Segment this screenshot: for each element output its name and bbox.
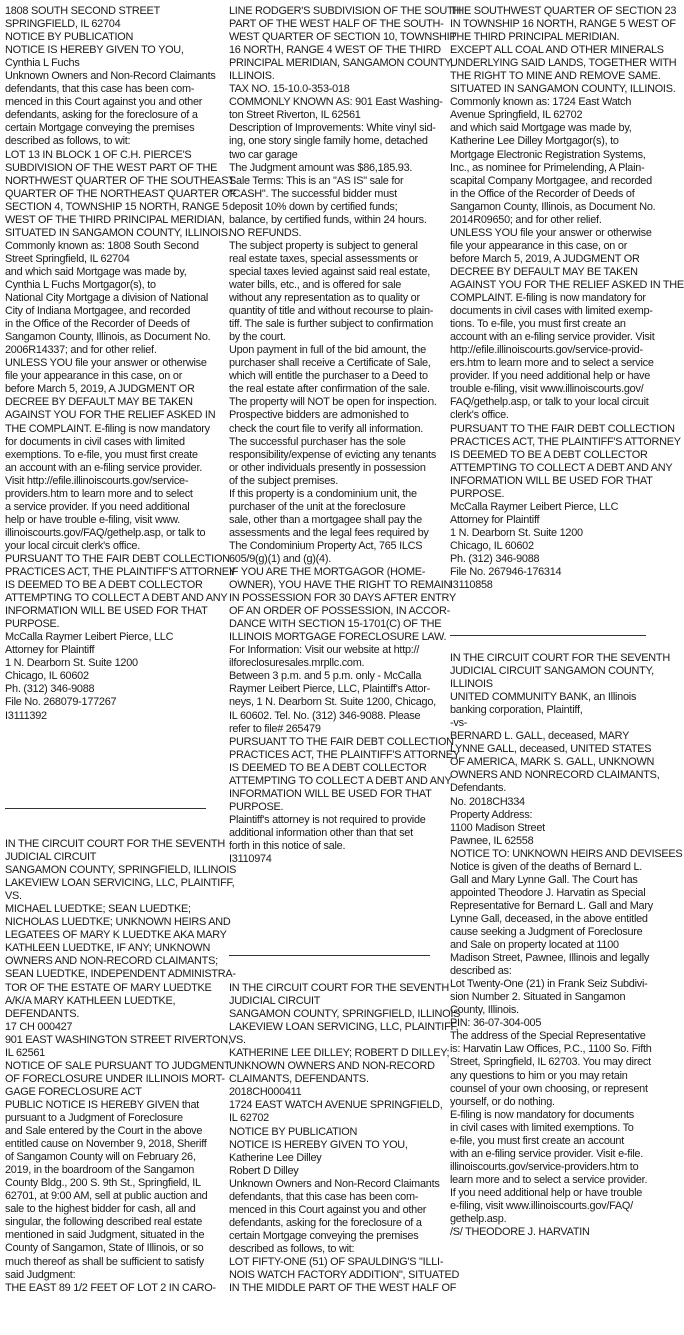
notice-text-line: without any representation as to quality or xyxy=(229,292,420,305)
notice-text-line: assessments and the legal fees required by xyxy=(229,526,429,539)
notice-text-line: 62701, at 9:00 AM, sell at public auction and xyxy=(5,1190,208,1203)
notice-text-line: THE RIGHT TO MINE AND REMOVE SAME. xyxy=(450,70,661,83)
notice-text-line: a service provider. If you need additional xyxy=(5,500,190,513)
notice-text-line: PIN: 36-07-304-005 xyxy=(450,1017,542,1030)
notice-text-line: -vs- xyxy=(450,717,468,730)
notice-text-line: PRACTICES ACT, THE PLAINTIFF'S ATTORNEY xyxy=(5,566,236,579)
notice-text-line: and Sale on property located at 1100 xyxy=(450,939,619,952)
notice-text-line: 1724 EAST WATCH AVENUE SPRINGFIELD, xyxy=(229,1099,443,1112)
notice-text-line: NOIS WATCH FACTORY ADDITION", SITUATED xyxy=(229,1269,460,1282)
notice-text-line: SANGAMON COUNTY, SPRINGFIELD, ILLINOIS xyxy=(5,864,237,877)
notice-text-line: PURSUANT TO THE FAIR DEBT COLLECTION xyxy=(5,552,230,565)
notice-text-line: County of Sangamon, State of Illinois, or so xyxy=(5,1242,204,1255)
notice-text-line: VS. xyxy=(5,890,22,903)
notice-text-line: Street Springfield, IL 62704 xyxy=(5,252,130,265)
notice-text-line: NOTICE BY PUBLICATION xyxy=(229,1125,358,1138)
notice-text-line: or other individuals presently in possession xyxy=(229,461,426,474)
notice-text-line: VS. xyxy=(229,1034,246,1047)
notice-text-line: NORTHWEST QUARTER OF THE SOUTHEAST xyxy=(5,174,235,187)
notice-text-line: much thereof as shall be sufficient to satisfy xyxy=(5,1255,204,1268)
notice-block xyxy=(450,5,684,592)
notice-text-line: your local circuit clerk's office. xyxy=(5,539,141,552)
notice-text-line: Lynne Gall, deceased, in the above entitled xyxy=(450,912,648,925)
notice-block xyxy=(450,652,683,1239)
notice-text-line: No. 2018CH334 xyxy=(450,795,525,808)
notice-text-line: McCalla Raymer Leibert Pierce, LLC xyxy=(5,631,174,644)
notice-text-line: JUDICIAL CIRCUIT xyxy=(5,851,97,864)
notice-text-line: IN THE CIRCUIT COURT FOR THE SEVENTH xyxy=(5,838,225,850)
notice-text-line: UNLESS YOU file your answer or otherwise xyxy=(5,357,207,370)
notice-text-line: MICHAEL LUEDTKE; SEAN LUEDTKE; xyxy=(5,903,191,916)
notice-text-line: additional information other than that set xyxy=(229,826,413,839)
notice-text-line: County Bldg., 200 S. 9th St., Springfield, IL xyxy=(5,1177,201,1190)
notice-text-line: LAKEVIEW LOAN SERVICING, LLC, PLAINTIFF, xyxy=(229,1021,459,1034)
notice-text-line: before March 5, 2019, A JUDGMENT OR xyxy=(5,383,195,396)
notice-text-line: described as follows, to wit: xyxy=(5,135,131,148)
notice-text-line: e-file, you must first create an account xyxy=(450,1134,625,1147)
notice-text-line: 1808 SOUTH SECOND STREET xyxy=(5,5,160,17)
notice-text-line: two car garage xyxy=(229,148,298,161)
notice-text-line: quantity of title and without recourse to plain- xyxy=(229,305,434,318)
notice-text-line: Prospective bidders are admonished to xyxy=(229,409,409,422)
notice-text-line: UNKNOWN OWNERS AND NON-RECORD xyxy=(229,1060,435,1073)
notice-text-line: pursuant to a Judgment of Foreclosure xyxy=(5,1111,183,1124)
notice-text-line: IN THE CIRCUIT COURT FOR THE SEVENTH xyxy=(450,652,670,664)
notice-text-line: Chicago, IL 60602 xyxy=(5,670,89,683)
notice-text-line: singular, the following described real estate xyxy=(5,1216,203,1229)
notice-text-line: 901 EAST WASHINGTON STREET RIVERTON, xyxy=(5,1033,231,1046)
notice-block xyxy=(5,5,237,723)
notice-text-line: help or have trouble e-filing, visit www. xyxy=(5,513,180,526)
notice-text-line: SITUATED IN SANGAMON COUNTY, ILLINOIS. xyxy=(5,226,231,239)
notice-text-line: an account with an e-filing service provider. xyxy=(5,461,202,474)
notice-text-line: purchaser shall receive a Certificate of Sale, xyxy=(229,357,431,370)
notice-text-line: illinoiscourts.gov/FAQ/gethelp.asp, or talk to xyxy=(5,526,206,539)
notice-text-line: 1 N. Dearborn St. Suite 1200 xyxy=(5,657,138,670)
notice-text-line: ATTEMPTING TO COLLECT A DEBT AND ANY xyxy=(5,592,228,605)
notice-text-line: any questions to him or you may retain xyxy=(450,1069,628,1082)
notice-text-line: TAX NO. 15-10.0-353-018 xyxy=(229,83,350,96)
notice-text-line: NOTICE IS HEREBY GIVEN TO YOU, xyxy=(229,1138,408,1151)
notice-text-line: File No. 267946-176314 xyxy=(450,566,562,579)
notice-text-line: THE SOUTHWEST QUARTER OF SECTION 23 xyxy=(450,5,677,17)
notice-text-line: with an e-filing service provider. Visit e-file. xyxy=(450,1147,643,1160)
notice-text-line: JUDICIAL CIRCUIT SANGAMON COUNTY, xyxy=(450,665,654,678)
notice-text-line: For Information: Visit our website at http:// xyxy=(229,644,420,657)
notice-text-line: NOTICE IS HEREBY GIVEN TO YOU, xyxy=(5,44,184,57)
notice-text-line: PURPOSE. xyxy=(450,487,505,500)
notice-text-line: Street, Springfield, IL 62703. You may direct xyxy=(450,1056,651,1069)
notice-text-line: PURPOSE. xyxy=(229,800,284,813)
notice-text-line: The Condominium Property Act, 765 ILCS xyxy=(229,539,423,552)
notice-text-line: Ph. (312) 346-9088 xyxy=(450,552,540,565)
notice-text-line: City of Indiana Mortgagee, and recorded xyxy=(5,305,191,318)
notice-text-line: sale to the highest bidder for cash, all and xyxy=(5,1203,196,1216)
notice-text-line: providers.htm to learn more and to select xyxy=(5,487,193,500)
notice-text-line: The address of the Special Representative xyxy=(450,1030,646,1043)
notice-text-line: real estate taxes, special assessments or xyxy=(229,252,418,265)
notice-text-line: Defendants. xyxy=(450,782,506,795)
notice-text-line: COMMONLY KNOWN AS: 901 East Washing- xyxy=(229,96,443,109)
notice-text-line: ATTEMPTING TO COLLECT A DEBT AND ANY xyxy=(450,461,673,474)
notice-text-line: DANCE WITH SECTION 15-1701(C) OF THE xyxy=(229,618,442,631)
notice-text-line: Property Address: xyxy=(450,808,533,821)
notice-text-line: SITUATED IN SANGAMON COUNTY, ILLINOIS. xyxy=(450,83,676,96)
notice-text-line: in civil cases with limited exemptions. To xyxy=(450,1121,634,1134)
notice-text-line: ers.htm to learn more and to select a service xyxy=(450,357,654,370)
notice-text-line: illinoiscourts.gov/service-providers.htm to xyxy=(450,1160,639,1173)
notice-text-line: Upon payment in full of the bid amount, the xyxy=(229,344,426,357)
notice-text-line: AGAINST YOU FOR THE RELIEF ASKED IN THE xyxy=(450,278,684,291)
notice-text-line: which will entitle the purchaser to a Deed to xyxy=(229,370,428,383)
notice-text-line: file your appearance in this case, on or xyxy=(450,239,628,252)
notice-text-line: certain Mortgage conveying the premises xyxy=(5,122,195,135)
notice-text-line: NOTICE BY PUBLICATION xyxy=(5,31,134,44)
notice-text-line: THE COMPLAINT. E-filing is now mandatory xyxy=(5,422,210,435)
notice-text-line: JUDICIAL CIRCUIT xyxy=(229,995,321,1008)
notice-text-line: Pawnee, IL 62558 xyxy=(450,834,534,847)
notice-text-line: ATTEMPTING TO COLLECT A DEBT AND ANY xyxy=(229,774,452,787)
notice-text-line: learn more and to select a service provider. xyxy=(450,1173,648,1186)
notice-text-line: Unknown Owners and Non-Record Claimants xyxy=(5,70,216,83)
notice-text-line: Mortgage Electronic Registration Systems, xyxy=(450,148,646,161)
notice-text-line: documents in civil cases with limited exemp- xyxy=(450,305,653,318)
notice-text-line: OF FORECLOSURE UNDER ILLINOIS MORT- xyxy=(5,1072,225,1085)
notice-text-line: scapital Company Mortgagee, and recorded xyxy=(450,174,652,187)
notice-text-line: Description of Improvements: White vinyl sid- xyxy=(229,122,436,135)
notice-text-line: by the court. xyxy=(229,331,286,344)
notice-text-line: I3110974 xyxy=(229,853,272,866)
notice-text-line: QUARTER OF THE NORTHEAST QUARTER OF xyxy=(5,187,237,200)
notice-text-line: IN POSSESSION FOR 30 DAYS AFTER ENTRY xyxy=(229,592,456,605)
notice-text-line: IS DEEMED TO BE A DEBT COLLECTOR xyxy=(229,761,427,774)
notice-text-line: If this property is a condominium unit, the xyxy=(229,487,417,500)
notice-text-line: INFORMATION WILL BE USED FOR THAT xyxy=(450,474,653,487)
notice-text-line: 2014R09650; and for other relief. xyxy=(450,213,602,226)
notice-text-line: in the Office of the Recorder of Deeds of xyxy=(5,318,190,331)
notice-text-line: menced in this Court against you and other xyxy=(5,96,203,109)
notice-text-line: yourself, or do nothing. xyxy=(450,1095,555,1108)
notice-text-line: described as: xyxy=(450,965,512,978)
notice-text-line: 2006R14337; and for other relief. xyxy=(5,344,157,357)
notice-text-line: PART OF THE WEST HALF OF THE SOUTH- xyxy=(229,18,444,31)
notice-text-line: National City Mortgage a division of National xyxy=(5,292,209,305)
notice-text-line: neys, 1 N. Dearborn St. Suite 1200, Chicago, xyxy=(229,696,436,709)
notice-text-line: SUBDIVISION OF THE WEST PART OF THE xyxy=(5,161,218,174)
notice-text-line: gethelp.asp. xyxy=(450,1213,507,1226)
notice-text-line: and which said Mortgage was made by, xyxy=(450,122,632,135)
notice-text-line: NOTICE TO: UNKNOWN HEIRS AND DEVISEES xyxy=(450,847,683,860)
notice-text-line: PURPOSE. xyxy=(5,618,60,631)
notice-text-line: Avenue Springfield, IL 62702 xyxy=(450,109,583,122)
notice-text-line: EXCEPT ALL COAL AND OTHER MINERALS xyxy=(450,44,664,57)
notice-text-line: PURSUANT TO THE FAIR DEBT COLLECTION xyxy=(450,422,675,435)
notice-text-line: Sale Terms: This is an "AS IS" sale for xyxy=(229,174,404,187)
notice-text-line: of the subject premises. xyxy=(229,474,339,487)
notice-text-line: KATHERINE LEE DILLEY; ROBERT D DILLEY; xyxy=(229,1047,450,1060)
notice-text-line: WEST OF THE THIRD PRINCIPAL MERIDIAN, xyxy=(5,213,225,226)
notice-text-line: I3111392 xyxy=(5,709,47,722)
notice-text-line: Sangamon County, Illinois, as Document No. xyxy=(450,200,656,213)
notice-text-line: UNITED COMMUNITY BANK, an Illinois xyxy=(450,691,637,704)
notice-text-line: FAQ/gethelp.asp, or talk to your local circuit xyxy=(450,396,649,409)
notice-text-line: counsel of your own choosing, or represent xyxy=(450,1082,648,1095)
notice-text-line: IN THE MIDDLE PART OF THE WEST HALF OF xyxy=(229,1282,457,1295)
notice-text-line: banking corporation, Plaintiff, xyxy=(450,704,583,717)
notice-text-line: DECREE BY DEFAULT MAY BE TAKEN xyxy=(5,396,193,409)
notice-text-line: The successful purchaser has the sole xyxy=(229,435,406,448)
notice-text-line: UNLESS YOU file your answer or otherwise xyxy=(450,226,652,239)
notice-text-line: tiff. The sale is further subject to confirmation xyxy=(229,318,434,331)
notice-text-line: Attorney for Plaintiff xyxy=(450,513,540,526)
notice-text-line: Notice is given of the deaths of Bernard L. xyxy=(450,860,643,873)
notice-text-line: and which said Mortgage was made by, xyxy=(5,265,187,278)
notice-text-line: http://efile.illinoiscourts.gov/service-provid- xyxy=(450,344,643,357)
notice-text-line: ILLINOIS. xyxy=(229,70,275,83)
notice-text-line: PUBLIC NOTICE IS HEREBY GIVEN that xyxy=(5,1098,200,1111)
notice-text-line: INFORMATION WILL BE USED FOR THAT xyxy=(229,787,432,800)
notice-text-line: BERNARD L. GALL, deceased, MARY xyxy=(450,730,630,743)
notice-text-line: NICHOLAS LUEDTKE; UNKNOWN HEIRS AND xyxy=(5,916,231,929)
notice-text-line: before March 5, 2019, A JUDGMENT OR xyxy=(450,252,640,265)
notice-block xyxy=(5,838,237,1295)
notice-text-line: certain Mortgage conveying the premises xyxy=(229,1229,419,1242)
notice-divider xyxy=(450,635,646,636)
notice-text-line: said Judgment: xyxy=(5,1268,76,1281)
notice-text-line: account with an e-filing service provider. Visit xyxy=(450,331,655,344)
notice-text-line: IL 60602. Tel. No. (312) 346-9088. Please xyxy=(229,709,421,722)
notice-text-line: 17 CH 000427 xyxy=(5,1020,73,1033)
notice-text-line: Visit http://efile.illinoiscourts.gov/service- xyxy=(5,474,189,487)
notice-text-line: THE THIRD PRINCIPAL MERIDIAN. xyxy=(450,31,620,44)
notice-text-line: defendants, asking for the foreclosure of a xyxy=(229,1216,422,1229)
notice-text-line: defendants, asking for the foreclosure of a xyxy=(5,109,198,122)
notice-text-line: The subject property is subject to general xyxy=(229,239,418,252)
notice-text-line: INFORMATION WILL BE USED FOR THAT xyxy=(5,605,208,618)
notice-text-line: THE EAST 89 1/2 FEET OF LOT 2 IN CARO- xyxy=(5,1281,216,1294)
notice-text-line: IL 62561 xyxy=(5,1046,45,1059)
notice-text-line: TOR OF THE ESTATE OF MARY LUEDTKE xyxy=(5,981,212,994)
notice-text-line: Commonly known as: 1724 East Watch xyxy=(450,96,632,109)
notice-text-line: File No. 268079-177267 xyxy=(5,696,117,709)
notice-text-line: Commonly known as: 1808 South Second xyxy=(5,239,199,252)
notice-text-line: I3110858 xyxy=(450,579,493,592)
notice-text-line: "CASH". The successful bidder must xyxy=(229,187,397,200)
notice-text-line: SPRINGFIELD, IL 62704 xyxy=(5,18,121,31)
notice-text-line: is: Harvatin Law Offices, P.C., 1100 So. Fifth xyxy=(450,1043,652,1056)
notice-text-line: OF AN ORDER OF POSSESSION, IN ACCOR- xyxy=(229,605,450,618)
notice-text-line: AGAINST YOU FOR THE RELIEF ASKED IN xyxy=(5,409,216,422)
notice-text-line: OF AMERICA, MARK S. GALL, UNKNOWN xyxy=(450,756,655,769)
notice-text-line: LAKEVIEW LOAN SERVICING, LLC, PLAINTIFF, xyxy=(5,877,235,890)
notice-text-line: responsibility/expense of evicting any tenants xyxy=(229,448,437,461)
notice-text-line: 605/9(g)(1) and (g)(4). xyxy=(229,552,331,565)
notice-text-line: PURSUANT TO THE FAIR DEBT COLLECTION xyxy=(229,735,454,748)
notice-text-line: GAGE FORECLOSURE ACT xyxy=(5,1085,142,1098)
notice-text-line: IN THE CIRCUIT COURT FOR THE SEVENTH xyxy=(229,982,449,994)
notice-text-line: McCalla Raymer Leibert Pierce, LLC xyxy=(450,500,619,513)
notice-text-line: Unknown Owners and Non-Record Claimants xyxy=(229,1177,440,1190)
notice-text-line: ILLINOIS xyxy=(450,678,493,691)
notice-text-line: sale, other than a mortgagee shall pay the xyxy=(229,513,422,526)
notice-text-line: balance, by certified funds, within 24 hours. xyxy=(229,213,427,226)
notice-text-line: Ph. (312) 346-9088 xyxy=(5,683,95,696)
notice-text-line: SEAN LUEDTKE, INDEPENDENT ADMINISTRA- xyxy=(5,968,236,981)
notice-text-line: for documents in civil cases with limited xyxy=(5,435,185,448)
notice-text-line: appointed Theodore J. Harvatin as Special xyxy=(450,886,646,899)
notice-text-line: WEST QUARTER OF SECTION 10, TOWNSHIP xyxy=(229,31,457,44)
notice-text-line: of Sangamon County will on February 26, xyxy=(5,1151,196,1164)
notice-text-line: IS DEEMED TO BE A DEBT COLLECTOR xyxy=(5,579,203,592)
notice-text-line: CLAIMANTS, DEFENDANTS. xyxy=(229,1073,369,1086)
notice-text-line: UNDERLYING SAID LANDS, TOGETHER WITH xyxy=(450,57,677,70)
notice-text-line: Robert D Dilley xyxy=(229,1164,299,1177)
notice-text-line: PRACTICES ACT, THE PLAINTIFF'S ATTORNEY xyxy=(229,748,460,761)
notice-text-line: special taxes levied against said real estate, xyxy=(229,265,430,278)
notice-text-line: KATHLEEN LUEDTKE, IF ANY; UNKNOWN xyxy=(5,942,211,955)
notice-text-line: Katherine Lee Dilley xyxy=(229,1151,322,1164)
notice-text-line: exemptions. To e-file, you must first create xyxy=(5,448,198,461)
notice-text-line: 2018CH000411 xyxy=(229,1086,302,1099)
notice-text-line: OWNER), YOU HAVE THE RIGHT TO REMAIN xyxy=(229,579,452,592)
notice-text-line: 1 N. Dearborn St. Suite 1200 xyxy=(450,526,583,539)
notice-text-line: the real estate after confirmation of the sale. xyxy=(229,383,430,396)
notice-text-line: file your appearance in this case, on or xyxy=(5,370,183,383)
notice-text-line: Madison Street, Pawnee, Illinois and legally xyxy=(450,952,650,965)
notice-text-line: e-filing, visit www.illinoiscourts.gov/FAQ/ xyxy=(450,1199,633,1212)
notice-text-line: forth in this notice of sale. xyxy=(229,840,346,852)
notice-text-line: provider. If you need additional help or have xyxy=(450,370,651,383)
notice-text-line: A/K/A MARY KATHLEEN LUEDTKE, xyxy=(5,994,176,1007)
notice-text-line: ilforeclosuresales.mrpllc.com. xyxy=(229,657,365,670)
notice-text-line: The property will NOT be open for inspection. xyxy=(229,396,437,409)
notice-text-line: 1100 Madison Street xyxy=(450,821,545,834)
notice-divider xyxy=(5,808,206,809)
notice-text-line: menced in this Court against you and other xyxy=(229,1203,427,1216)
notice-text-line: defendants, that this case has been com- xyxy=(229,1190,419,1203)
notice-text-line: Gall and Mary Lynne Gall. The Court has xyxy=(450,873,638,886)
notice-text-line: refer to file# 265479 xyxy=(229,722,321,735)
notice-text-line: PRINCIPAL MERIDIAN, SANGAMON COUNTY, xyxy=(229,57,453,70)
notice-text-line: OWNERS AND NON-RECORD CLAIMANTS; xyxy=(5,955,218,968)
notice-block xyxy=(229,982,461,1295)
notice-text-line: LEGATEES OF MARY K LUEDTKE AKA MARY xyxy=(5,929,227,942)
notice-text-line: OWNERS AND NONRECORD CLAIMANTS, xyxy=(450,769,660,782)
notice-text-line: trouble e-filing, visit www.illinoiscourts.gov/ xyxy=(450,383,644,396)
notice-text-line: cause seeking a Judgment of Foreclosure xyxy=(450,925,643,938)
notice-text-line: LOT FIFTY-ONE (51) OF SPAULDING'S "ILLI- xyxy=(229,1255,444,1268)
notice-text-line: tions. To e-file, you must first create an xyxy=(450,318,626,331)
notice-text-line: LYNNE GALL, deceased, UNITED STATES xyxy=(450,743,652,756)
notice-text-line: deposit 10% down by certified funds; xyxy=(229,200,398,213)
notice-text-line: LINE RODGER'S SUBDIVISION OF THE SOUTH xyxy=(229,5,462,17)
notice-text-line: Lot Twenty-One (21) in Frank Seiz Subdivi- xyxy=(450,978,648,991)
notice-text-line: PRACTICES ACT, THE PLAINTIFF'S ATTORNEY xyxy=(450,435,681,448)
notice-text-line: COMPLAINT. E-filing is now mandatory for xyxy=(450,292,646,305)
notice-text-line: E-filing is now mandatory for documents xyxy=(450,1108,634,1121)
notice-text-line: Chicago, IL 60602 xyxy=(450,539,534,552)
notice-text-line: DEFENDANTS. xyxy=(5,1007,80,1020)
notice-text-line: water bills, etc., and is offered for sale xyxy=(229,278,402,291)
notice-text-line: The Judgment amount was $86,185.93. xyxy=(229,161,413,174)
notice-text-line: ing, one story single family home, detached xyxy=(229,135,428,148)
notice-text-line: sion Number 2. Situated in Sangamon xyxy=(450,991,626,1004)
notice-text-line: ton Street Riverton, IL 62561 xyxy=(229,109,361,122)
notice-text-line: Inc., as nominee for Primelending, A Plain- xyxy=(450,161,645,174)
notice-text-line: 16 NORTH, RANGE 4 WEST OF THE THIRD xyxy=(229,44,441,57)
notice-text-line: NO REFUNDS. xyxy=(229,226,302,239)
notice-text-line: Cynthia L Fuchs xyxy=(5,57,80,70)
notice-text-line: Between 3 p.m. and 5 p.m. only - McCalla xyxy=(229,670,422,683)
notice-text-line: DECREE BY DEFAULT MAY BE TAKEN xyxy=(450,265,638,278)
notice-text-line: mentioned in said Judgment, situated in the xyxy=(5,1229,205,1242)
notice-text-line: SANGAMON COUNTY, SPRINGFIELD, ILLINOIS xyxy=(229,1008,461,1021)
notice-text-line: IL 62702 xyxy=(229,1112,269,1125)
notice-text-line: entitled cause on November 9, 2018, Sheriff xyxy=(5,1138,207,1151)
notice-text-line: defendants, that this case has been com- xyxy=(5,83,195,96)
notice-text-line: and Sale entered by the Court in the above xyxy=(5,1125,203,1138)
notice-text-line: IF YOU ARE THE MORTGAGOR (HOME- xyxy=(229,566,426,579)
notice-text-line: in the Office of the Recorder of Deeds of xyxy=(450,187,635,200)
notice-text-line: County, Illinois. xyxy=(450,1004,519,1017)
notice-text-line: /S/ THEODORE J. HARVATIN xyxy=(450,1226,590,1239)
notice-text-line: Raymer Leibert Pierce, LLC, Plaintiff's Attor- xyxy=(229,683,431,696)
notice-text-line: Katherine Lee Dilley Mortgagor(s), to xyxy=(450,135,619,148)
notice-text-line: LOT 13 IN BLOCK 1 OF C.H. PIERCE'S xyxy=(5,148,192,161)
notice-text-line: SECTION 4, TOWNSHIP 15 NORTH, RANGE 5 xyxy=(5,200,228,213)
notice-text-line: ILLINOIS MORTGAGE FORECLOSURE LAW. xyxy=(229,631,447,644)
notice-text-line: described as follows, to wit: xyxy=(229,1242,355,1255)
notice-text-line: IS DEEMED TO BE A DEBT COLLECTOR xyxy=(450,448,648,461)
notice-text-line: Attorney for Plaintiff xyxy=(5,644,95,657)
notice-text-line: NOTICE OF SALE PURSUANT TO JUDGMENT xyxy=(5,1059,231,1072)
notice-text-line: IN TOWNSHIP 16 NORTH, RANGE 5 WEST OF xyxy=(450,18,676,31)
notice-text-line: Sangamon County, Illinois, as Document No. xyxy=(5,331,211,344)
notice-text-line: clerk's office. xyxy=(450,409,509,422)
notice-divider xyxy=(229,955,430,956)
notice-text-line: 2019, in the boardroom of the Sangamon xyxy=(5,1164,195,1177)
notice-text-line: Representative for Bernard L. Gall and Mary xyxy=(450,899,653,912)
notice-text-line: check the court file to verify all information. xyxy=(229,422,424,435)
notice-text-line: purchaser of the unit at the foreclosure xyxy=(229,500,406,513)
notice-text-line: If you need additional help or have trouble xyxy=(450,1186,643,1199)
notice-text-line: Cynthia L Fuchs Mortgagor(s), to xyxy=(5,278,156,291)
notice-text-line: Plaintiff's attorney is not required to provide xyxy=(229,813,426,826)
